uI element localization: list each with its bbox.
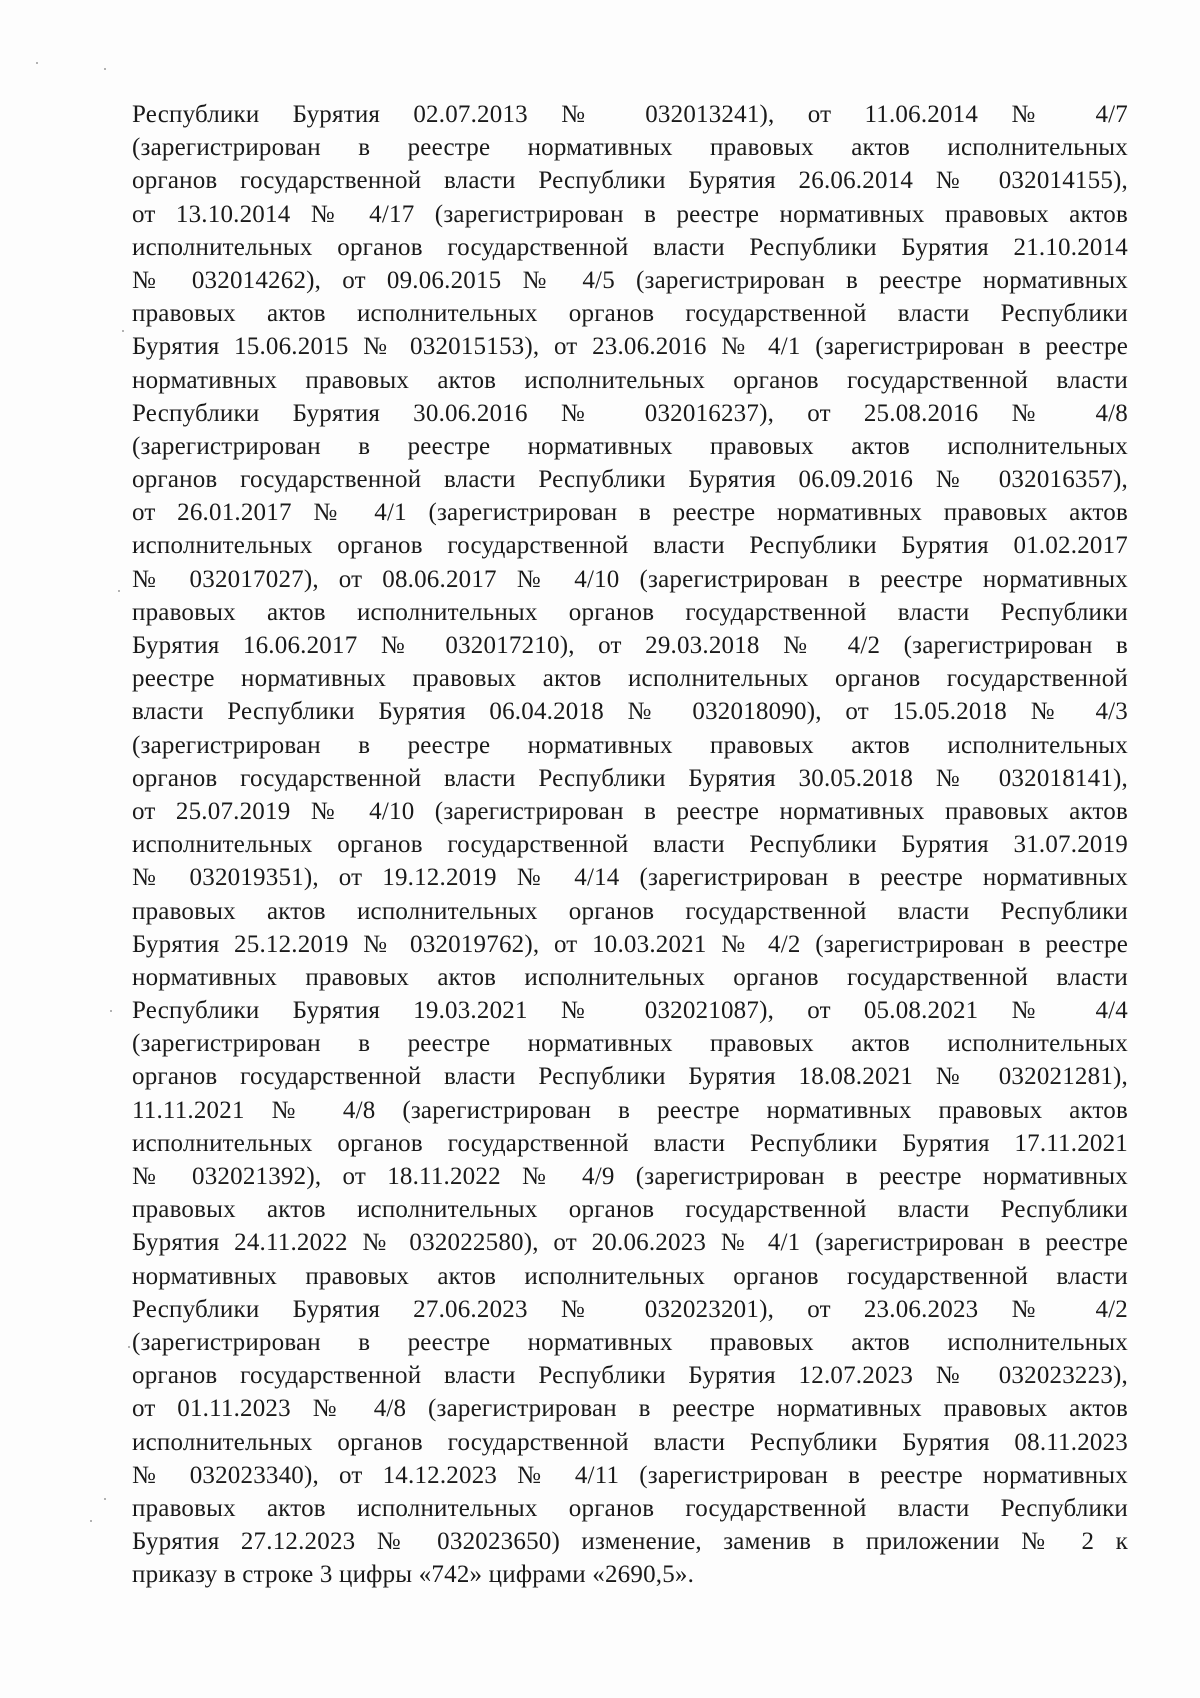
text-line: исполнительных органов государственной власти Республики Бурятия 21.10.2014: [132, 233, 1128, 261]
text-line: правовых актов исполнительных органов государственной власти Республики: [132, 1196, 1128, 1224]
scan-speck: [104, 1498, 106, 1500]
text-line: Республики Бурятия 30.06.2016 № 032016237), от 25.08.2016 № 4/8: [132, 399, 1128, 427]
text-line: органов государственной власти Республики Бурятия 06.09.2016 № 032016357),: [132, 466, 1128, 494]
text-line: (зарегистрирован в реестре нормативных правовых актов исполнительных: [132, 432, 1128, 460]
text-line: правовых актов исполнительных органов государственной власти Республики: [132, 598, 1128, 626]
text-line: нормативных правовых актов исполнительных органов государственной власти: [132, 366, 1128, 394]
text-line: правовых актов исполнительных органов государственной власти Республики: [132, 897, 1128, 925]
scan-speck: [90, 1520, 92, 1522]
text-line: исполнительных органов государственной власти Республики Бурятия 01.02.2017: [132, 532, 1128, 560]
text-line: Республики Бурятия 19.03.2021 № 032021087), от 05.08.2021 № 4/4: [132, 997, 1128, 1025]
text-line: от 25.07.2019 № 4/10 (зарегистрирован в реестре нормативных правовых актов: [132, 797, 1128, 825]
text-line: Бурятия 27.12.2023 № 032023650) изменение, заменив в приложении № 2 к: [132, 1528, 1128, 1556]
text-line: органов государственной власти Республики Бурятия 26.06.2014 № 032014155),: [132, 167, 1128, 195]
text-line: правовых актов исполнительных органов государственной власти Республики: [132, 300, 1128, 328]
scan-speck: [122, 330, 124, 332]
text-line: Бурятия 16.06.2017 № 032017210), от 29.03.2018 № 4/2 (зарегистрирован в: [132, 632, 1128, 659]
text-line: № 032023340), от 14.12.2023 № 4/11 (зарегистрирован в реестре нормативных: [132, 1461, 1128, 1489]
text-line: (зарегистрирован в реестре нормативных правовых актов исполнительных: [132, 134, 1128, 162]
text-line: органов государственной власти Республики Бурятия 12.07.2023 № 032023223),: [132, 1362, 1128, 1390]
scan-speck: [128, 1346, 130, 1348]
text-line: исполнительных органов государственной власти Республики Бурятия 17.11.2021: [132, 1129, 1128, 1157]
text-line: Бурятия 24.11.2022 № 032022580), от 20.06.2023 № 4/1 (зарегистрирован в реестре: [132, 1229, 1128, 1257]
text-line: от 13.10.2014 № 4/17 (зарегистрирован в реестре нормативных правовых актов: [132, 200, 1128, 228]
text-line: Республики Бурятия 27.06.2023 № 032023201), от 23.06.2023 № 4/2: [132, 1295, 1128, 1323]
text-line: Республики Бурятия 02.07.2013 № 032013241), от 11.06.2014 № 4/7: [132, 101, 1128, 128]
text-line: от 26.01.2017 № 4/1 (зарегистрирован в реестре нормативных правовых актов: [132, 499, 1128, 527]
text-line: органов государственной власти Республики Бурятия 18.08.2021 № 032021281),: [132, 1063, 1128, 1091]
scan-speck: [110, 1010, 112, 1012]
document-body-text: [132, 98, 1128, 1591]
text-line: исполнительных органов государственной власти Республики Бурятия 31.07.2019: [132, 831, 1128, 859]
text-line: исполнительных органов государственной власти Республики Бурятия 08.11.2023: [132, 1428, 1128, 1456]
text-line: Бурятия 25.12.2019 № 032019762), от 10.03.2021 № 4/2 (зарегистрирован в реестре: [132, 930, 1128, 958]
text-line: № 032021392), от 18.11.2022 № 4/9 (зарегистрирован в реестре нормативных: [132, 1163, 1128, 1190]
text-line: № 032017027), от 08.06.2017 № 4/10 (зарегистрирован в реестре нормативных: [132, 565, 1128, 593]
text-line: реестре нормативных правовых актов исполнительных органов государственной: [132, 665, 1128, 693]
text-line: нормативных правовых актов исполнительных органов государственной власти: [132, 1262, 1128, 1290]
text-line: нормативных правовых актов исполнительных органов государственной власти: [132, 963, 1128, 991]
scan-speck: [118, 590, 120, 592]
text-line: (зарегистрирован в реестре нормативных правовых актов исполнительных: [132, 1328, 1128, 1356]
scan-speck: [36, 62, 38, 64]
scan-speck: [104, 68, 106, 70]
text-line: № 032014262), от 09.06.2015 № 4/5 (зарегистрирован в реестре нормативных: [132, 266, 1128, 294]
text-line: власти Республики Бурятия 06.04.2018 № 032018090), от 15.05.2018 № 4/3: [132, 698, 1128, 726]
text-line: № 032019351), от 19.12.2019 № 4/14 (зарегистрирован в реестре нормативных: [132, 864, 1128, 892]
text-line: приказу в строке 3 цифры «742» цифрами «2690,5».: [132, 1561, 695, 1589]
text-line: (зарегистрирован в реестре нормативных правовых актов исполнительных: [132, 1030, 1128, 1058]
text-line: органов государственной власти Республики Бурятия 30.05.2018 № 032018141),: [132, 764, 1128, 792]
text-line: от 01.11.2023 № 4/8 (зарегистрирован в реестре нормативных правовых актов: [132, 1395, 1128, 1423]
text-line: правовых актов исполнительных органов государственной власти Республики: [132, 1494, 1128, 1522]
text-line: 11.11.2021 № 4/8 (зарегистрирован в реестре нормативных правовых актов: [132, 1096, 1128, 1124]
text-line: (зарегистрирован в реестре нормативных правовых актов исполнительных: [132, 731, 1128, 759]
text-line: Бурятия 15.06.2015 № 032015153), от 23.06.2016 № 4/1 (зарегистрирован в реестре: [132, 333, 1128, 361]
